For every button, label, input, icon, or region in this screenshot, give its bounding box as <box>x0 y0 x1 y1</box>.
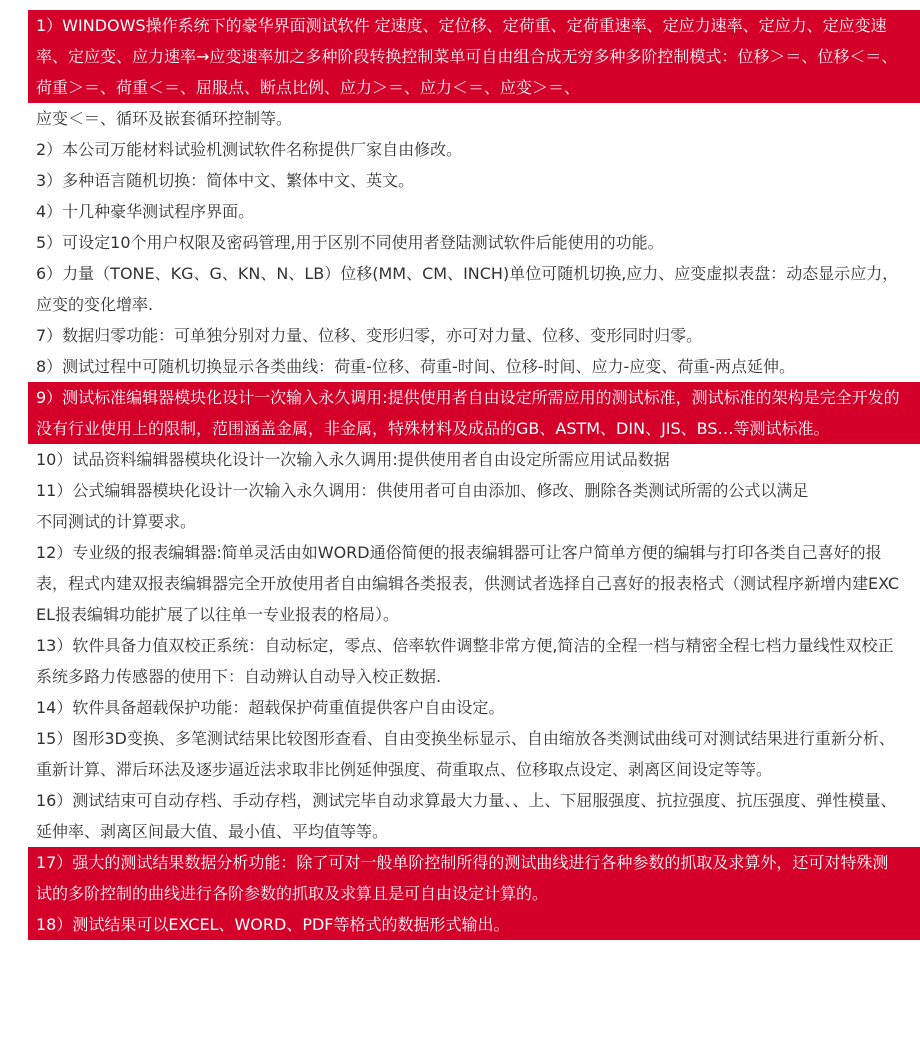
feature-item-17: 17）强大的测试结果数据分析功能：除了可对一般单阶控制所得的测试曲线进行各种参数的抓取及求算外，还可对特殊测试的多阶控制的曲线进行各阶参数的抓取及求算且是可自由设定计算的。 <box>28 847 920 909</box>
feature-item-15: 15）图形3D变换、多笔测试结果比较图形查看、自由变换坐标显示、自由缩放各类测试曲线可对测试结果进行重新分析、重新计算、滞后环法及逐步逼近法求取非比例延伸强度、荷重取点、位移取点设定、剥离区间设定等等。 <box>36 729 895 779</box>
feature-item-9: 9）测试标准编辑器模块化设计一次输入永久调用:提供使用者自由设定所需应用的测试标准，测试标准的架构是完全开发的没有行业使用上的限制，范围涵盖金属，非金属，特殊材料及成品的GB、ASTM、DIN、JIS、BS…等测试标准。 <box>28 382 920 444</box>
feature-item-12: 12）专业级的报表编辑器:简单灵活由如WORD通俗简便的报表编辑器可让客户简单方便的编辑与打印各类自己喜好的报表，程式内建双报表编辑器完全开放使用者自由编辑各类报表，供测试者选择自己喜好的报表格式（测试程序新增内建EXCEL报表编辑功能扩展了以往单一专业报表的格局）。 <box>36 543 900 624</box>
feature-item-8: 8）测试过程中可随机切换显示各类曲线：荷重-位移、荷重-时间、位移-时间、应力-应变、荷重-两点延伸。 <box>36 357 796 376</box>
feature-item-3: 3）多种语言随机切换：简体中文、繁体中文、英文。 <box>36 171 415 190</box>
feature-item-5: 5）可设定10个用户权限及密码管理,用于区别不同使用者登陆测试软件后能使用的功能。 <box>36 233 664 252</box>
feature-item-1-continued: 应变＜＝、循环及嵌套循环控制等。 <box>36 109 293 128</box>
feature-item-1: 1）WINDOWS操作系统下的豪华界面测试软件 定速度、定位移、定荷重、定荷重速率、定应力速率、定应力、定应变速率、定应变、应力速率→应变速率加之多种阶段转换控制菜单可自由组合成无穷多种多阶控制模式：位移＞＝、位移＜＝、荷重＞＝、荷重＜＝、屈服点、断点比例、应力＞＝、应力＜＝、应变＞＝、 <box>28 10 920 103</box>
feature-item-18: 18）测试结果可以EXCEL、WORD、PDF等格式的数据形式输出。 <box>28 909 920 940</box>
feature-item-2: 2）本公司万能材料试验机测试软件名称提供厂家自由修改。 <box>36 140 463 159</box>
feature-item-14: 14）软件具备超载保护功能：超载保护荷重值提供客户自由设定。 <box>36 698 505 717</box>
feature-item-11-continued: 不同测试的计算要求。 <box>36 512 197 531</box>
feature-item-7: 7）数据归零功能：可单独分别对力量、位移、变形归零，亦可对力量、位移、变形同时归零。 <box>36 326 703 345</box>
feature-item-4: 4）十几种豪华测试程序界面。 <box>36 202 255 221</box>
feature-item-10: 10）试品资料编辑器模块化设计一次输入永久调用:提供使用者自由设定所需应用试品数据 <box>36 450 670 469</box>
feature-item-16: 16）测试结束可自动存档、手动存档，测试完毕自动求算最大力量、、上、下屈服强度、抗拉强度、抗压强度、弹性模量、延伸率、剥离区间最大值、最小值、平均值等等。 <box>36 791 897 841</box>
feature-item-13: 13）软件具备力值双校正系统：自动标定，零点、倍率软件调整非常方便,简洁的全程一档与精密全程七档力量线性双校正系统多路力传感器的使用下：自动辨认自动导入校正数据. <box>36 636 894 686</box>
feature-item-6: 6）力量（TONE、KG、G、KN、N、LB）位移(MM、CM、INCH)单位可随机切换,应力、应变虚拟表盘：动态显示应力，应变的变化增率. <box>36 264 899 314</box>
feature-item-11: 11）公式编辑器模块化设计一次输入永久调用：供使用者可自由添加、修改、删除各类测试所需的公式以满足 <box>36 481 809 500</box>
